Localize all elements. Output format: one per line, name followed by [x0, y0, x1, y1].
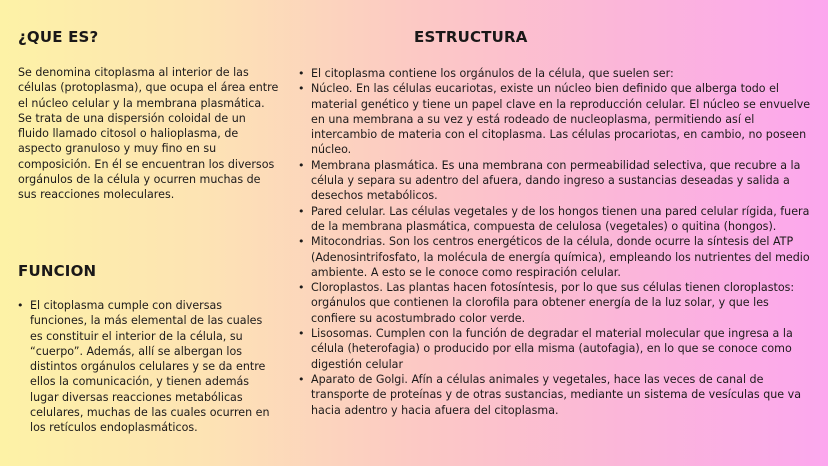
estructura-cloroplastos-item: • Cloroplastos. Las plantas hacen fotosíntesis, por lo que sus células tienen cloroplastos: orgánulos que contienen la clorofila para obtener energía de la luz solar, y que les confiere su acostumbrado color verde. — [297, 280, 812, 326]
funcion-heading: FUNCION — [18, 262, 97, 280]
estructura-list — [297, 66, 812, 418]
estructura-lisosomas-item: • Lisosomas. Cumplen con la función de degradar el material molecular que ingresa a la célula (heterofagia) o producido por ella misma (autofagia), en lo que se conoce como digestión celular — [297, 326, 812, 372]
que-es-heading: ¿QUE ES? — [18, 28, 99, 46]
estructura-golgi-item: • Aparato de Golgi. Afín a células animales y vegetales, hace las veces de canal de transporte de proteínas y de otras sustancias, mediante un sistema de vesículas que va hacia adentro y hacia afuera del citoplasma. — [297, 372, 812, 418]
estructura-mitocondrias-item: • Mitocondrias. Son los centros energéticos de la célula, donde ocurre la síntesis del ATP (Adenosintrifosfato, la molécula de energía química), empleando los nutrientes del medio ambiente. A esto se le conoce como respiración celular. — [297, 234, 812, 280]
estructura-heading: ESTRUCTURA — [414, 28, 528, 46]
estructura-membrana-item: • Membrana plasmática. Es una membrana con permeabilidad selectiva, que recubre a la célula y separa su adentro del afuera, dando ingreso a sustancias deseadas y salida a desechos metabólicos. — [297, 158, 812, 204]
funcion-list-item: • El citoplasma cumple con diversas funciones, la más elemental de las cuales es constituir el interior de la célula, su “cuerpo”. Además, allí se albergan los distintos orgánulos celulares y se da entre ellos la comunicación, y tienen además lugar diversas reacciones metabólicas celulares, muchas de las cuales ocurren en los retículos endoplasmáticos. — [16, 298, 278, 436]
estructura-nucleo-item: • Núcleo. En las células eucariotas, existe un núcleo bien definido que alberga todo el material genético y tiene un papel clave en la reproducción celular. El núcleo se envuelve en una membrana a su vez y está rodeado de nucleoplasma, permitiendo así el intercambio de materia con el citoplasma. Las células procariotas, en cambio, no poseen núcleo. — [297, 81, 812, 157]
estructura-pared-item: • Pared celular. Las células vegetales y de los hongos tienen una pared celular rígida, fuera de la membrana plasmática, compuesta de celulosa (vegetales) o quitina (hongos). — [297, 204, 812, 235]
que-es-paragraph: Se denomina citoplasma al interior de las células (protoplasma), que ocupa el área entre el núcleo celular y la membrana plasmática. Se trata de una dispersión coloidal de un fluido llamado citosol o halioplasma, de aspecto granuloso y muy fino en su composición. En él se encuentran los diversos orgánulos de la célula y ocurren muchas de sus reacciones moleculares. — [18, 66, 279, 202]
funcion-list — [16, 298, 278, 436]
estructura-intro-item: • El citoplasma contiene los orgánulos de la célula, que suelen ser: — [297, 66, 812, 81]
